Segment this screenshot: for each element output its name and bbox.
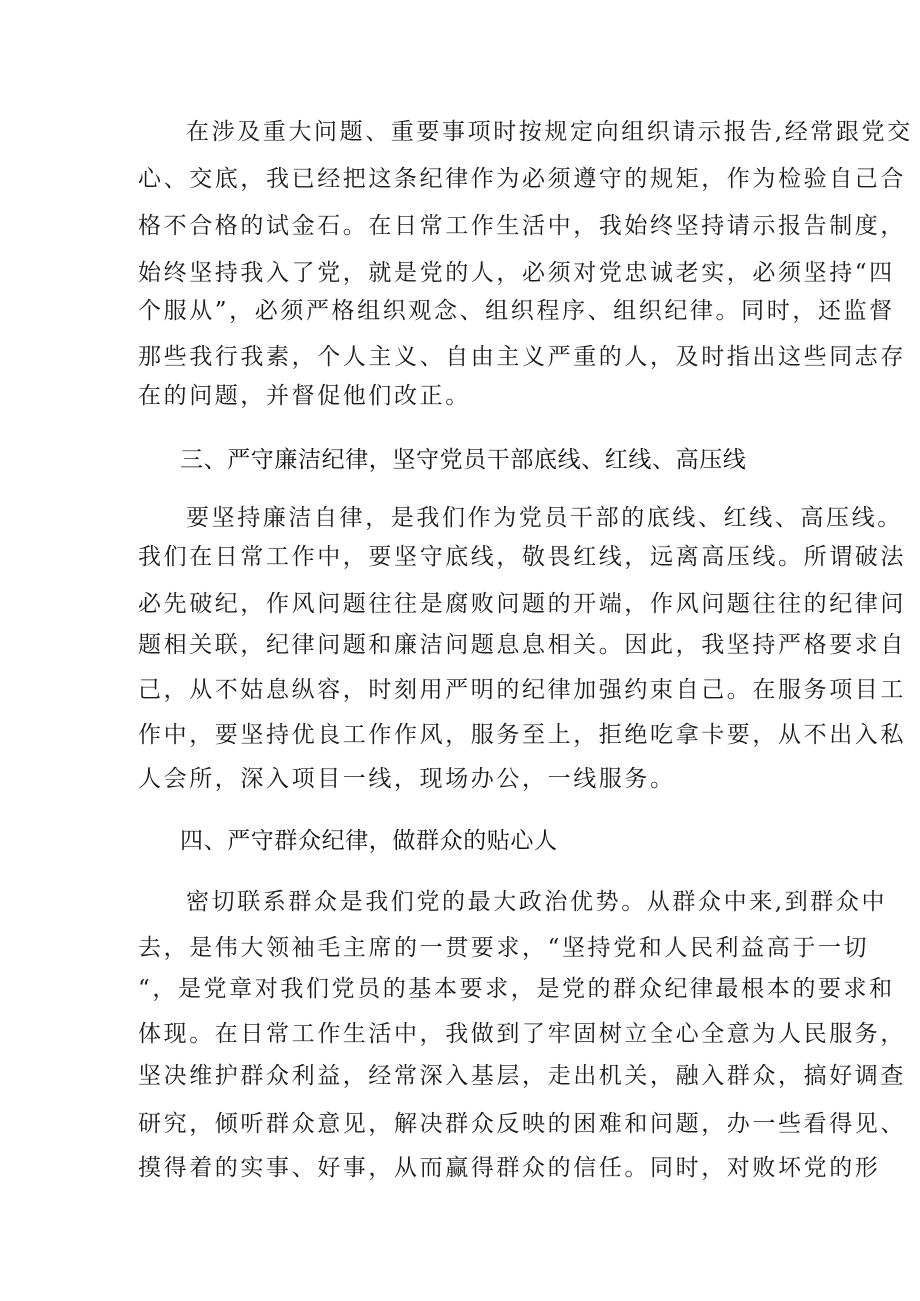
paragraph-2-line-3: 必先破纪，作风问题往往是腐败问题的开端，作风问题往往的纪律问 (138, 591, 906, 617)
paragraph-2-line-1: 要坚持廉洁自律，是我们作为党员干部的底线、红线、高压线。 (186, 505, 903, 531)
paragraph-3-line-1: 密切联系群众是我们党的最大政治优势。从群众中来,到群众中 (186, 889, 888, 915)
paragraph-2-line-7: 人会所，深入项目一线，现场办公，一线服务。 (138, 766, 676, 792)
section-heading-3: 三、严守廉洁纪律，坚守党员干部底线、红线、高压线 (180, 447, 747, 473)
paragraph-2-line-2: 我们在日常工作中，要坚守底线，敬畏红线，远离高压线。所谓破法 (138, 544, 906, 570)
paragraph-1-line-6: 那些我行我素，个人主义、自由主义严重的人，及时指出这些同志存 (138, 344, 906, 370)
section-heading-4: 四、严守群众纪律，做群众的贴心人 (180, 828, 558, 854)
paragraph-2-line-6: 作中，要坚持优良工作作风，服务至上，拒绝吃拿卡要，从不出入私 (138, 722, 906, 748)
paragraph-1-line-7: 在的问题，并督促他们改正。 (138, 383, 471, 409)
paragraph-1-line-4: 始终坚持我入了党，就是党的人，必须对党忠诚老实，必须坚持“四 (138, 260, 895, 286)
paragraph-3-line-5: 坚决维护群众利益，经常深入基层，走出机关，融入群众，搞好调查 (138, 1063, 906, 1089)
paragraph-3-line-7: 摸得着的实事、好事，从而赢得群众的信任。同时，对败坏党的形 (138, 1155, 881, 1181)
paragraph-1-line-5: 个服从”，必须严格组织观念、组织程序、组织纪律。同时，还监督 (138, 298, 895, 324)
paragraph-3-line-2: 去，是伟大领袖毛主席的一贯要求，“坚持党和人民利益高于一切 (138, 935, 870, 961)
paragraph-2-line-4: 题相关联，纪律问题和廉洁问题息息相关。因此，我坚持严格要求自 (138, 632, 906, 658)
paragraph-3-line-3: “，是党章对我们党员的基本要求，是党的群众纪律最根本的要求和 (138, 976, 895, 1002)
paragraph-3-line-4: 体现。在日常工作生活中，我做到了牢固树立全心全意为人民服务， (138, 1021, 906, 1047)
paragraph-1-line-3: 格不合格的试金石。在日常工作生活中，我始终坚持请示报告制度， (138, 213, 906, 239)
paragraph-3-line-6: 研究，倾听群众意见，解决群众反映的困难和问题，办一些看得见、 (138, 1111, 906, 1137)
paragraph-1-line-2: 心、交底，我已经把这条纪律作为必须遵守的规矩，作为检验自己合 (138, 166, 906, 192)
paragraph-1-line-1: 在涉及重大问题、重要事项时按规定向组织请示报告,经常跟党交 (186, 119, 913, 145)
paragraph-2-line-5: 己，从不姑息纵容，时刻用严明的纪律加强约束自己。在服务项目工 (138, 677, 906, 703)
